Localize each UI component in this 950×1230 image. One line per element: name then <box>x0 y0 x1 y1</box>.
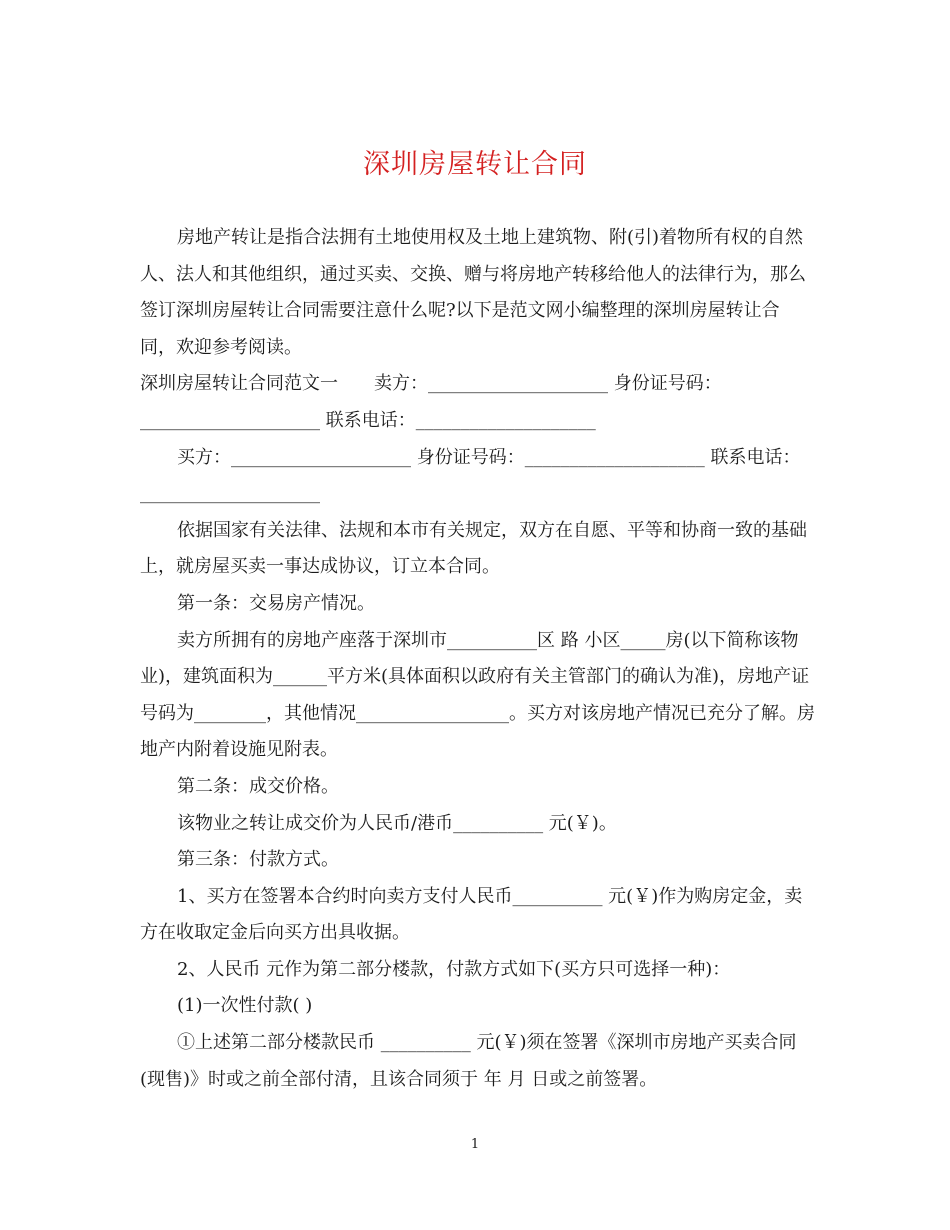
payment-clause-2: 2、人民币 元作为第二部分楼款，付款方式如下(买方只可选择一种)： <box>177 958 731 980</box>
paragraph-intro: 房地产转让是指合法拥有土地使用权及土地上建筑物、附(引)着物所有权的自然人、法人和其他组织，通过买卖、交换、赠与将房地产转移给他人的法律行为，那么签订深圳房屋转让合同需要注意什么呢?以下是范文网小编整理的深圳房屋转让合同，欢迎参考阅读。 <box>140 227 806 358</box>
document-title: 深圳房屋转让合同 <box>363 149 587 180</box>
article-1-body: 卖方所拥有的房地产座落于深圳市__________区 路 小区_____房(以下简称该物业)，建筑面积为______平方米(具体面积以政府有关主管部门的确认为准)，房地产证号码为________，其他情况_________________。买方对该房地产情况已充分了解。房地产内附着设施见附表。 <box>140 629 815 761</box>
page-number: 1 <box>470 1137 480 1152</box>
payment-clause-1: 1、买方在签署本合约时向卖方支付人民币__________ 元(￥)作为购房定金，卖方在收取定金后向买方出具收据。 <box>140 885 803 944</box>
article-2-heading: 第二条：成交价格。 <box>177 775 339 797</box>
payment-option-lump-sum: (1)一次性付款( ) <box>177 995 313 1017</box>
document-body <box>140 220 815 1098</box>
article-2-body: 该物业之转让成交价为人民币/港币__________ 元(￥)。 <box>177 812 617 834</box>
payment-option-detail: ①上述第二部分楼款民币 __________ 元(￥)须在签署《深圳市房地产买卖合同(现售)》时或之前全部付清，且该合同须于 年 月 日或之前签署。 <box>140 1032 797 1090</box>
paragraph-seller-info: 深圳房屋转让合同范文一 卖方：____________________ 身份证号码：____________________ 联系电话：____________________ <box>140 373 722 431</box>
article-3-heading: 第三条：付款方式。 <box>177 849 339 871</box>
paragraph-agreement-basis: 依据国家有关法律、法规和本市有关规定，双方在自愿、平等和协商一致的基础上，就房屋买卖一事达成协议，订立本合同。 <box>140 519 807 578</box>
paragraph-buyer-info: 买方：____________________ 身份证号码：____________________ 联系电话：____________________ <box>140 446 801 505</box>
article-1-heading: 第一条：交易房产情况。 <box>177 592 375 614</box>
